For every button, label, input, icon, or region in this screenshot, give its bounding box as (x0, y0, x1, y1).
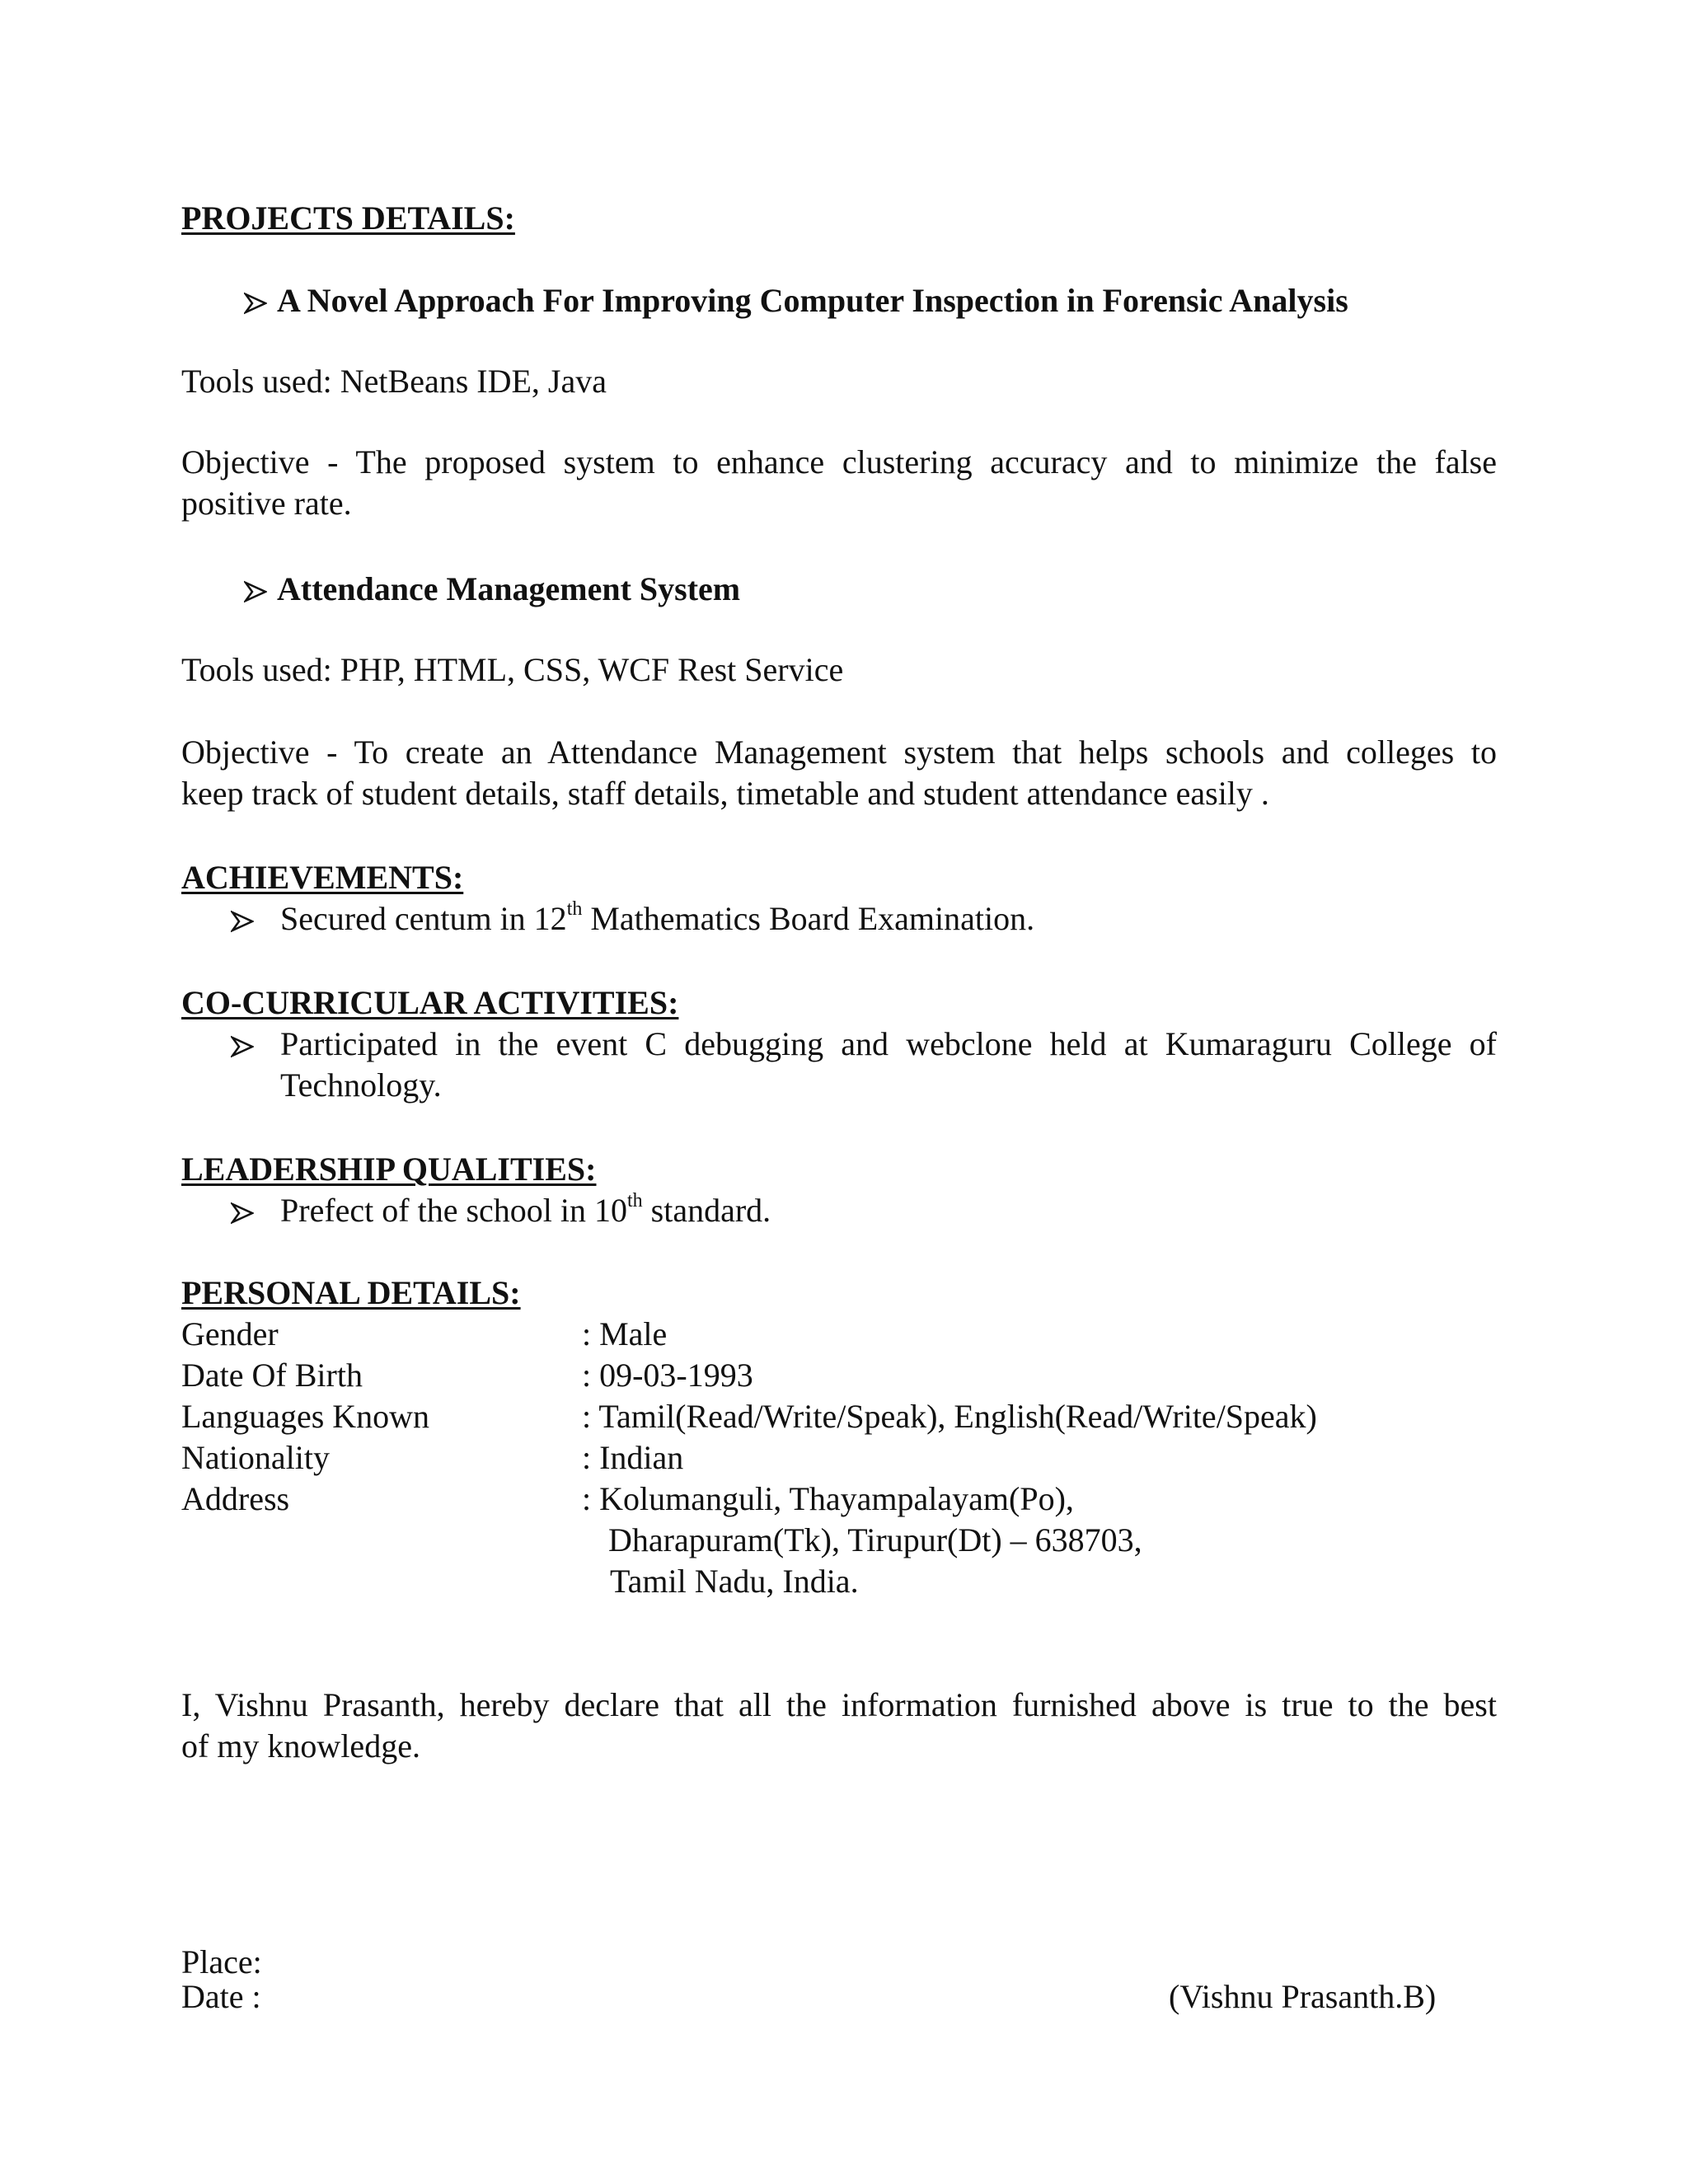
personal-heading: PERSONAL DETAILS: (181, 1274, 521, 1311)
project-title-text: A Novel Approach For Improving Computer Inspection in Forensic Analysis (277, 282, 1348, 319)
project-title-1 (244, 280, 1348, 321)
personal-value-languages: : Tamil(Read/Write/Speak), English(Read/Write/Speak) (582, 1398, 1317, 1435)
leadership-item: Prefect of the school in 10th standard. (231, 1190, 771, 1231)
personal-value-address-line1: : Kolumanguli, Thayampalayam(Po), (582, 1480, 1074, 1517)
cocurricular-heading: CO-CURRICULAR ACTIVITIES: (181, 984, 679, 1021)
personal-label-languages: Languages Known (181, 1398, 430, 1435)
cocurricular-line1: Participated in the event C debugging and webclone held at Kumaraguru College of (280, 1025, 1497, 1062)
cocurricular-item (231, 1024, 1497, 1106)
achievements-heading: ACHIEVEMENTS: (181, 859, 464, 896)
personal-value-address-line2: Dharapuram(Tk), Tirupur(Dt) – 638703, (608, 1521, 1142, 1558)
project-tools-1: Tools used: NetBeans IDE, Java (181, 363, 607, 400)
declaration-line2: of my knowledge. (181, 1727, 420, 1765)
personal-value-nationality: : Indian (582, 1439, 684, 1476)
personal-value-dob: : 09-03-1993 (582, 1357, 753, 1394)
leadership-heading: LEADERSHIP QUALITIES: (181, 1151, 597, 1188)
project-objective-2-line2: keep track of student details, staff details, timetable and student attendance easily . (181, 775, 1269, 812)
arrow-bullet-icon (231, 1024, 280, 1065)
personal-label-gender: Gender (181, 1315, 279, 1352)
place-label: Place: (181, 1943, 262, 1980)
project-objective-2-line1: Objective - To create an Attendance Management system that helps schools and colleges to (181, 733, 1497, 771)
project-title-text: Attendance Management System (277, 570, 741, 607)
arrow-bullet-icon (231, 1190, 280, 1231)
personal-label-address: Address (181, 1480, 290, 1517)
project-objective-1-line1: Objective - The proposed system to enhance clustering accuracy and to minimize the false (181, 443, 1497, 480)
project-title-2 (244, 569, 740, 610)
project-objective-1-line2: positive rate. (181, 485, 352, 522)
arrow-bullet-icon (244, 280, 277, 321)
project-tools-2: Tools used: PHP, HTML, CSS, WCF Rest Service (181, 651, 844, 688)
personal-label-dob: Date Of Birth (181, 1357, 363, 1394)
declaration-line1: I, Vishnu Prasanth, hereby declare that all the information furnished above is true to the best (181, 1686, 1497, 1723)
signature-name: (Vishnu Prasanth.B) (1169, 1978, 1437, 2015)
date-label: Date : (181, 1978, 261, 2015)
arrow-bullet-icon (244, 569, 277, 610)
personal-value-gender: : Male (582, 1315, 668, 1352)
personal-value-address-line3: Tamil Nadu, India. (610, 1563, 859, 1600)
achievement-item: Secured centum in 12th Mathematics Board Examination. (231, 898, 1034, 940)
personal-label-nationality: Nationality (181, 1439, 330, 1476)
projects-heading: PROJECTS DETAILS: (181, 199, 515, 237)
arrow-bullet-icon (231, 898, 280, 940)
cocurricular-line2: Technology. (280, 1066, 442, 1104)
